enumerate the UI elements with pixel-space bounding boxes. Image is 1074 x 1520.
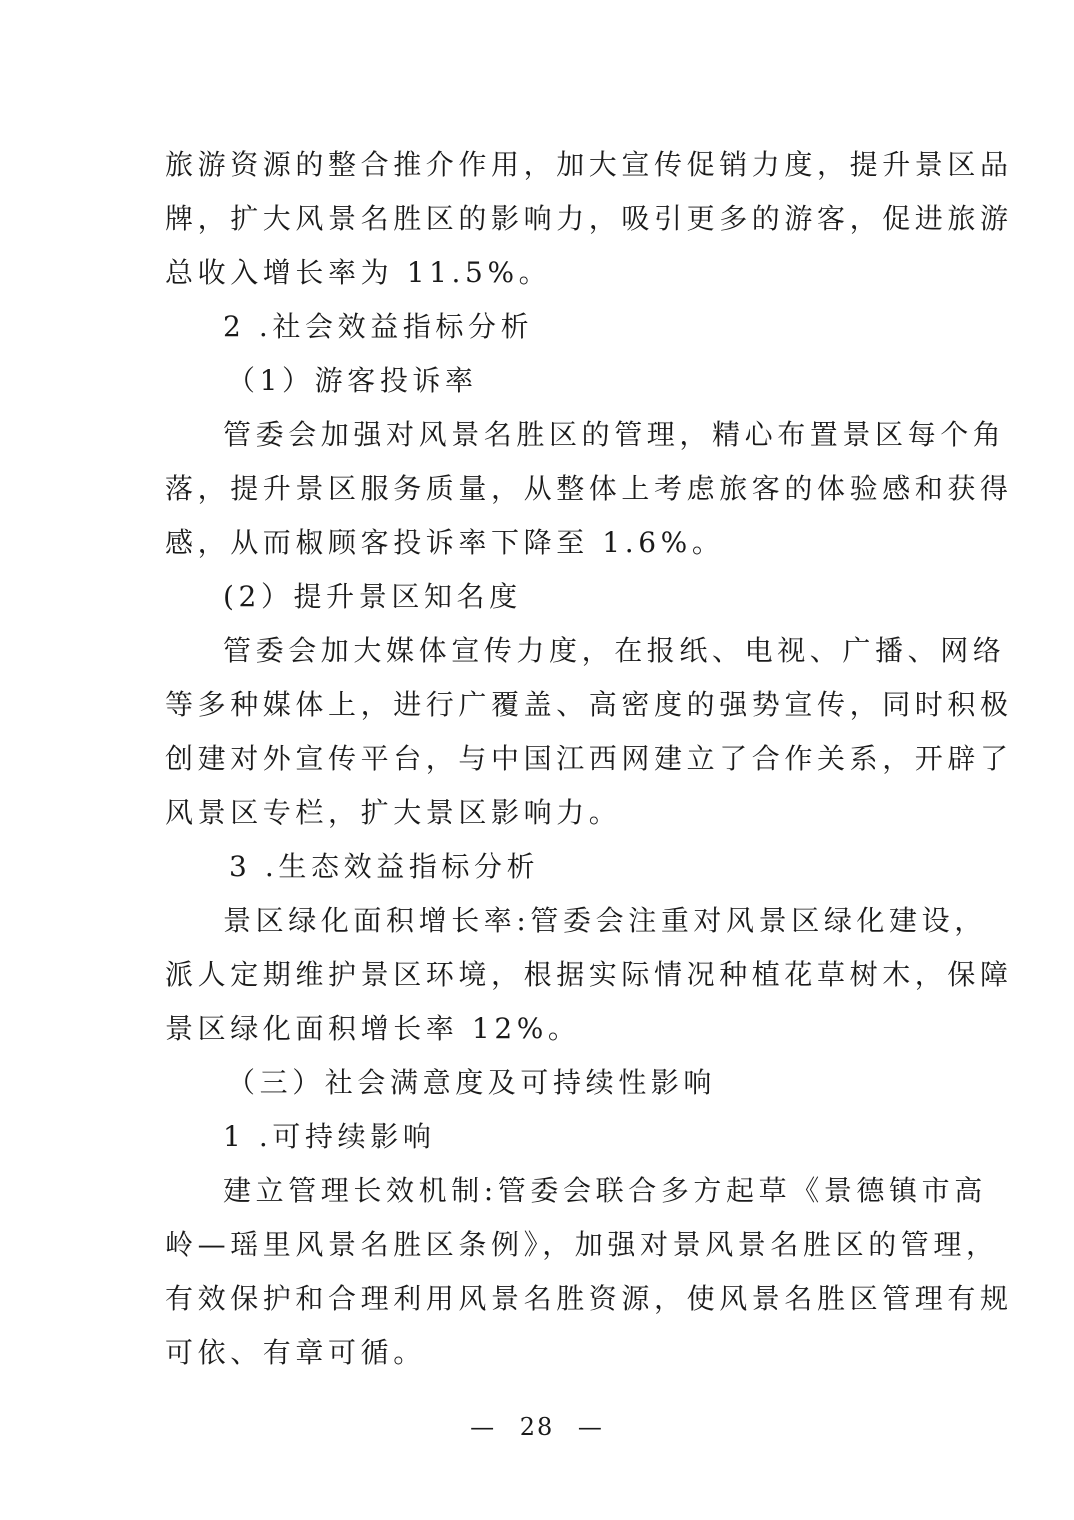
footer-dash-right: —: [577, 1413, 604, 1441]
page-number: 28: [519, 1413, 555, 1441]
text-line: 有效保护和合理利用风景名胜资源，使风景名胜区管理有规: [165, 1282, 1013, 1315]
subsection-heading: 1 .可持续影响: [223, 1120, 436, 1153]
page-footer: [0, 1410, 1074, 1444]
text-line: 景区绿化面积增长率 12%。: [165, 1012, 581, 1045]
section-heading: 3 .生态效益指标分析: [229, 850, 540, 883]
body-text: [165, 138, 1013, 1380]
text-line: 创建对外宣传平台，与中国江西网建立了合作关系，开辟了: [165, 742, 1013, 775]
text-line: 风景区专栏，扩大景区影响力。: [165, 796, 622, 829]
footer-dash-left: —: [470, 1413, 497, 1441]
subsection-heading: （1）游客投诉率: [227, 364, 478, 397]
text-line: 总收入增长率为 11.5%。: [165, 256, 552, 289]
text-line: 感，从而椒顾客投诉率下降至 1.6%。: [165, 526, 725, 559]
text-line: 管委会加强对风景名胜区的管理，精心布置景区每个角: [223, 418, 1006, 451]
section-heading: （三）社会满意度及可持续性影响: [227, 1066, 717, 1099]
text-line: 旅游资源的整合推介作用，加大宣传促销力度，提升景区品: [165, 148, 1013, 181]
text-line: 管委会加大媒体宣传力度，在报纸、电视、广播、网络: [223, 634, 1006, 667]
text-line: 可依、有章可循。: [165, 1336, 426, 1369]
text-line: 等多种媒体上，进行广覆盖、高密度的强势宣传，同时积极: [165, 688, 1013, 721]
text-line: 岭—瑶里风景名胜区条例》，加强对景风景名胜区的管理，: [165, 1228, 999, 1261]
section-heading: 2 .社会效益指标分析: [223, 310, 534, 343]
subsection-heading: (2）提升景区知名度: [223, 580, 522, 613]
text-line: 景区绿化面积增长率:管委会注重对风景区绿化建设，: [223, 904, 987, 937]
text-line: 落，提升景区服务质量，从整体上考虑旅客的体验感和获得: [165, 472, 1013, 505]
text-line: 建立管理长效机制:管委会联合多方起草《景德镇市高: [223, 1174, 987, 1207]
text-line: 派人定期维护景区环境，根据实际情况种植花草树木，保障: [165, 958, 1013, 991]
text-line: 牌，扩大风景名胜区的影响力，吸引更多的游客，促进旅游: [165, 202, 1013, 235]
